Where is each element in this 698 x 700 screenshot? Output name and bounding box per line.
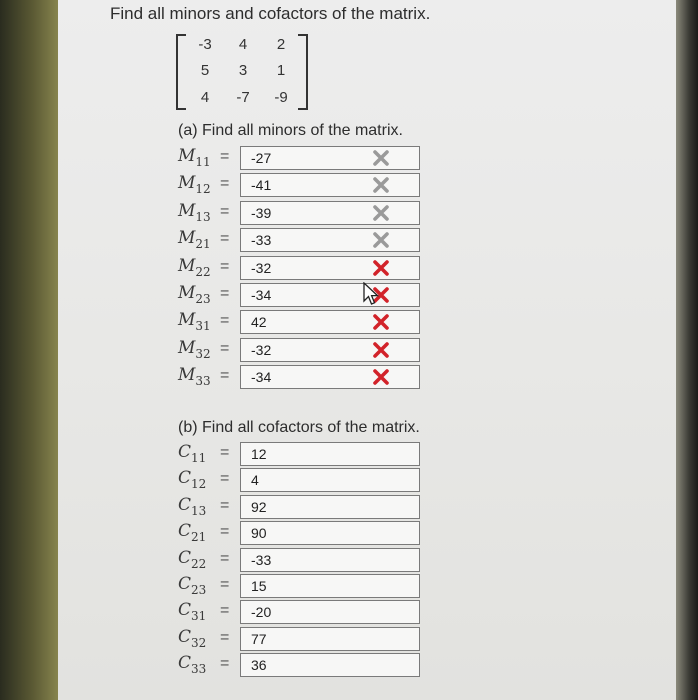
cofactor-row: [178, 653, 408, 679]
minor-answer-input[interactable]: 42: [240, 310, 420, 334]
mouse-cursor-icon: [362, 282, 380, 306]
x-mark-icon: [371, 340, 391, 360]
minor-row: [178, 338, 408, 364]
question-title: Find all minors and cofactors of the matrix.: [110, 4, 431, 23]
minor-row: [178, 146, 408, 172]
matrix-cell: 1: [276, 62, 286, 79]
x-mark-icon: [371, 312, 391, 332]
minor-letter: M: [178, 365, 196, 386]
x-mark-icon: [371, 175, 391, 195]
equals-sign: =: [220, 257, 230, 275]
minor-letter: M: [178, 173, 196, 194]
cofactor-row: [178, 442, 408, 468]
minor-answer-input[interactable]: -39: [240, 201, 420, 225]
cofactor-answer-input[interactable]: -20: [240, 600, 420, 624]
cofactor-subscript: 12: [191, 477, 207, 492]
cofactor-row: [178, 521, 408, 547]
cofactor-letter: C: [178, 494, 192, 515]
minor-answer-input[interactable]: -34: [240, 365, 420, 389]
cofactor-letter: C: [178, 442, 192, 462]
minor-row: [178, 201, 408, 227]
cofactor-answer-input[interactable]: 90: [240, 521, 420, 545]
part-b-label: (b) Find all cofactors of the matrix.: [178, 419, 420, 436]
cofactor-answer-input[interactable]: 77: [240, 627, 420, 651]
matrix-cell: -9: [274, 89, 288, 106]
cofactor-subscript: 21: [191, 530, 207, 545]
equals-sign: =: [220, 602, 230, 620]
cofactor-symbol: [178, 442, 218, 465]
matrix-cell: 4: [238, 36, 248, 53]
cofactor-subscript: 22: [191, 556, 207, 571]
minor-letter: M: [178, 310, 196, 331]
minor-subscript: 11: [195, 155, 211, 169]
x-mark-icon: [371, 258, 391, 278]
minor-subscript: 12: [195, 182, 211, 197]
minor-symbol: [178, 173, 218, 197]
minor-subscript: 31: [195, 319, 211, 334]
minor-answer-input[interactable]: -41: [240, 173, 420, 197]
cofactor-answer-input[interactable]: 12: [240, 442, 420, 466]
x-mark-icon: [371, 367, 391, 387]
cofactor-letter: C: [178, 521, 192, 542]
monitor-bezel-left: [0, 0, 60, 700]
cofactor-symbol: [178, 521, 218, 545]
minor-symbol: [178, 337, 218, 361]
minor-answer-input[interactable]: -34: [240, 283, 420, 307]
cofactor-symbol: [178, 653, 218, 677]
matrix-left-bracket: [176, 34, 186, 110]
equals-sign: =: [220, 175, 230, 193]
monitor-bezel-right: [676, 0, 698, 700]
minor-answer-input[interactable]: -32: [240, 338, 420, 362]
part-a-label: (a) Find all minors of the matrix.: [178, 122, 403, 139]
equals-sign: =: [220, 202, 230, 220]
minor-subscript: 33: [195, 374, 211, 389]
minor-symbol: [178, 146, 218, 169]
cofactor-subscript: 32: [191, 635, 207, 650]
minor-letter: M: [178, 146, 196, 166]
minor-row: [178, 365, 408, 391]
minor-symbol: [178, 283, 218, 306]
minor-symbol: [178, 365, 218, 389]
x-mark-icon: [371, 148, 391, 168]
cofactor-row: [178, 600, 408, 626]
matrix-right-bracket: [298, 34, 308, 110]
cofactor-letter: C: [178, 626, 192, 647]
cofactor-symbol: [178, 468, 218, 492]
equals-sign: =: [220, 285, 230, 302]
equals-sign: =: [220, 444, 230, 461]
cofactor-subscript: 23: [191, 583, 207, 597]
minor-symbol: [178, 228, 218, 252]
cofactor-letter: C: [178, 600, 192, 621]
minor-letter: M: [178, 200, 196, 221]
matrix-cell: 3: [238, 62, 248, 79]
cofactor-symbol: [178, 574, 218, 597]
cofactor-symbol: [178, 547, 218, 571]
cofactor-answer-input[interactable]: 15: [240, 574, 420, 598]
cofactor-letter: C: [178, 468, 192, 489]
cofactor-answer-input[interactable]: 4: [240, 468, 420, 492]
minor-row: [178, 173, 408, 199]
cofactor-subscript: 13: [191, 503, 207, 518]
minor-subscript: 13: [195, 209, 211, 224]
matrix-cell: 2: [276, 36, 286, 53]
equals-sign: =: [220, 148, 230, 165]
minor-row: [178, 228, 408, 254]
x-mark-icon: [371, 230, 391, 250]
equals-sign: =: [220, 628, 230, 646]
cofactor-symbol: [178, 600, 218, 624]
cofactor-row: [178, 574, 408, 600]
equals-sign: =: [220, 470, 230, 488]
matrix-cell: -7: [236, 89, 250, 106]
cofactor-subscript: 11: [191, 451, 207, 465]
minor-symbol: [178, 200, 218, 224]
minor-letter: M: [178, 283, 196, 303]
minor-subscript: 21: [195, 237, 211, 252]
equals-sign: =: [220, 549, 230, 567]
cofactor-row: [178, 627, 408, 653]
cofactor-row: [178, 495, 408, 521]
matrix-cell: 5: [200, 62, 210, 79]
cofactor-symbol: [178, 494, 218, 518]
minor-letter: M: [178, 337, 196, 358]
cofactor-answer-input[interactable]: -33: [240, 548, 420, 572]
matrix-cell: 4: [200, 89, 210, 106]
minor-subscript: 32: [195, 346, 211, 361]
cofactor-answer-input[interactable]: 92: [240, 495, 420, 519]
matrix-cell: -3: [198, 36, 212, 53]
equals-sign: =: [220, 339, 230, 357]
minor-answer-input[interactable]: -27: [240, 146, 420, 170]
x-mark-icon: [371, 203, 391, 223]
equals-sign: =: [220, 576, 230, 593]
minor-symbol: [178, 255, 218, 279]
cofactor-symbol: [178, 626, 218, 650]
cofactor-letter: C: [178, 574, 192, 594]
cofactor-letter: C: [178, 653, 192, 674]
minor-row: [178, 310, 408, 336]
minor-row: [178, 256, 408, 282]
equals-sign: =: [220, 367, 230, 385]
cofactor-row: [178, 548, 408, 574]
equals-sign: =: [220, 230, 230, 248]
equals-sign: =: [220, 496, 230, 514]
cofactor-subscript: 31: [191, 609, 207, 624]
minor-subscript: 23: [195, 292, 211, 306]
minor-subscript: 22: [195, 264, 211, 279]
minor-answer-input[interactable]: -33: [240, 228, 420, 252]
equals-sign: =: [220, 655, 230, 673]
minor-letter: M: [178, 228, 196, 249]
cofactor-row: [178, 468, 408, 494]
matrix: [176, 34, 308, 108]
equals-sign: =: [220, 523, 230, 541]
minor-answer-input[interactable]: -32: [240, 256, 420, 280]
cofactor-subscript: 33: [191, 662, 207, 677]
cofactor-letter: C: [178, 547, 192, 568]
minor-letter: M: [178, 255, 196, 276]
cofactor-answer-input[interactable]: 36: [240, 653, 420, 677]
equals-sign: =: [220, 312, 230, 330]
minor-symbol: [178, 310, 218, 334]
